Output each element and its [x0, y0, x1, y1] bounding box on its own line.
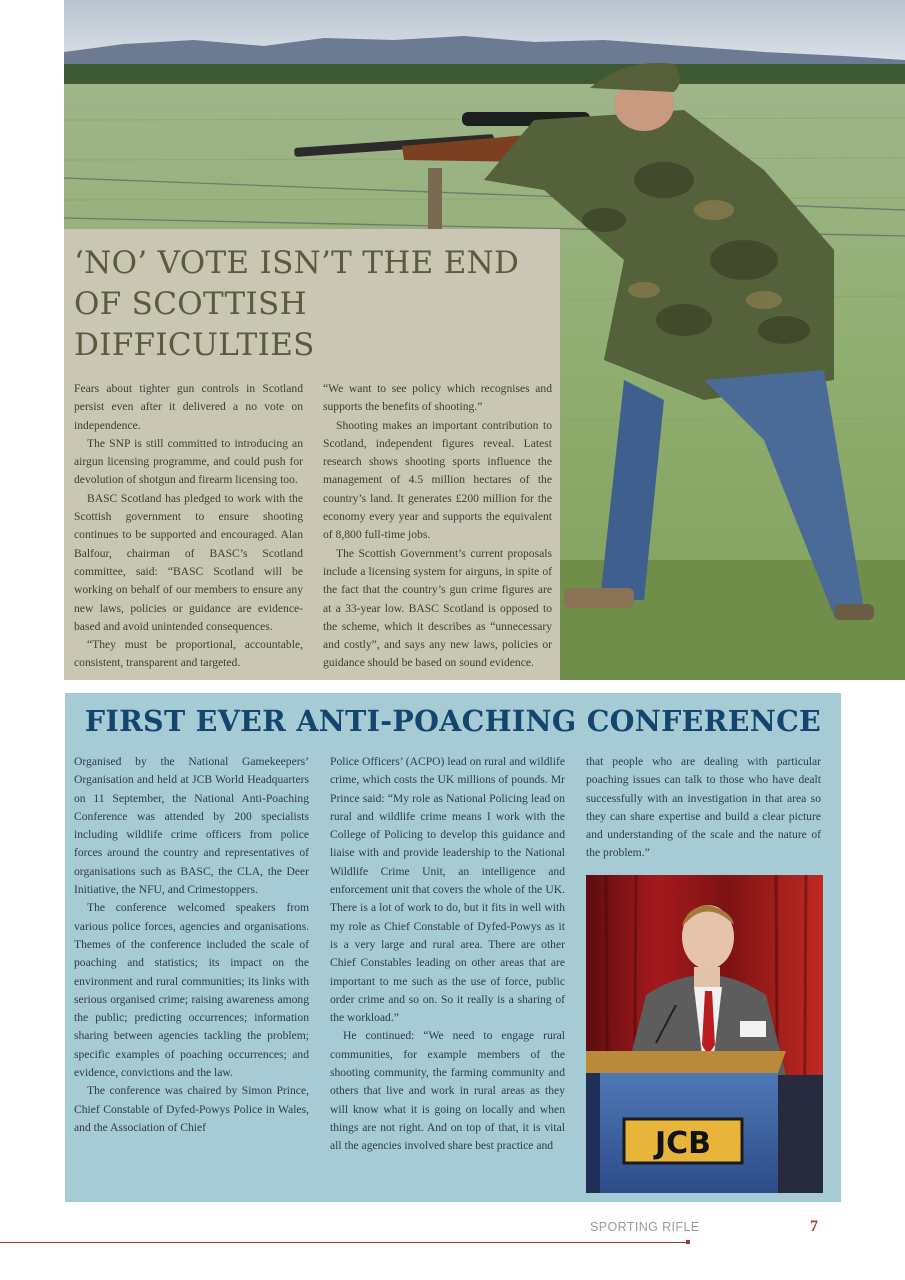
magazine-name: SPORTING RIFLE — [590, 1220, 700, 1234]
paragraph: “They must be proportional, accountable, consistent, transparent and targeted. — [74, 638, 303, 670]
page-number: 7 — [810, 1218, 818, 1235]
paragraph: The SNP is still committed to introducing an airgun licensing programme, and could push for devolution of shotgun and firearm licensing too. — [74, 436, 303, 487]
footer-rule — [0, 1242, 690, 1243]
paragraph: Shooting makes an important contribution to Scotland, independent figures reveal. Latest research shows shooting sports influence the management of 4.5 million hectares of the country’s land. It generates £200 million for the economy every year and supports the equivalent of 8,800 full-time jobs. — [323, 418, 552, 542]
paragraph: Organised by the National Gamekeepers’ Organisation and held at JCB World Headquarters on 11 September, the National Anti-Poaching Conference was attended by 200 specialists including wildlife crime officers from police forces around the country and representatives of organisations such as BASC, the CLA, the Deer Initiative, the NFU, and Crimestoppers. — [74, 755, 309, 897]
paragraph: The conference welcomed speakers from various police forces, agencies and organisations. Themes of the conference included the scale of poaching and statistics; its impact on the environment and rural communities; its links with serious organised crime; raising awareness among the public; predicting occurrences; information sharing between agencies tackling the problem; specific examples of poaching occurrences; and evidence, convictions and the law. — [74, 901, 309, 1080]
article-column-2 — [330, 753, 565, 1193]
article-headline: ‘NO’ VOTE ISN’T THE END OF SCOTTISH DIFFICULTIES — [74, 245, 520, 363]
podium-logo-text: JCB — [654, 1125, 712, 1161]
article-column-1 — [74, 380, 303, 673]
paragraph: that people who are dealing with particular poaching issues can talk to those who have dealt successfully with an investigation in that area so they can share expertise and build a clear picture and understanding of the scale and the nature of the problem.” — [586, 755, 821, 860]
article-column-3 — [586, 753, 821, 1193]
paragraph: Police Officers’ (ACPO) lead on rural and wildlife crime, which costs the UK millions of pounds. Mr Prince said: “My role as National Policing lead on rural and wildlife crime means I work with the College of Policing to develop this guidance and liaise with and provide leadership to the National Wildlife Crime Unit, an intelligence and enforcement unit that covers the whole of the UK. There is a lot of work to do, but it fits in well with my role as Chief Constable of Dyfed-Powys as it is a very large and rural area. There are other Chief Constables leading on other areas that are important to me such as the use of force, public order crime and so on. So it really is a sharing of the workload.” — [330, 755, 565, 1025]
footer-rule-end-dot — [686, 1240, 690, 1244]
article-column-1 — [74, 753, 309, 1193]
paragraph: Fears about tighter gun controls in Scotland persist even after it delivered a no vote on independence. — [74, 382, 303, 432]
article-no-vote — [64, 229, 560, 680]
article-headline: FIRST EVER ANTI-POACHING CONFERENCE — [84, 704, 822, 738]
paragraph: The conference was chaired by Simon Prince, Chief Constable of Dyfed-Powys Police in Wales, and the Association of Chief — [74, 1084, 309, 1134]
article-column-2 — [323, 380, 552, 673]
article-anti-poaching-conference — [65, 693, 841, 1202]
paragraph: “We want to see policy which recognises and supports the benefits of shooting.” — [323, 382, 552, 414]
paragraph: The Scottish Government’s current proposals include a licensing system for airguns, in spite of the fact that the country’s gun crime figures are at a 33-year low. BASC Scotland is opposed to the scheme, which it describes as “unnecessary and costly”, and says any new laws, policies or guidance should be based on sound evidence. — [323, 546, 552, 670]
paragraph: He continued: “We need to engage rural communities, for example members of the shooting community, the farming community and others that live and work in rural areas as they will know what it is going on locally and when things are not right. And on top of that, it is vital all the agencies involved share best practice and — [330, 1029, 565, 1153]
paragraph: BASC Scotland has pledged to work with the Scottish government to ensure shooting continues to be supported and encouraged. Alan Balfour, chairman of BASC’s Scotland committee, said: “BASC Scotland will be working on behalf of our members to ensure any new laws, policies or guidance are evidence-based and avoid unintended consequences. — [74, 491, 303, 633]
speaker-at-podium-photo — [586, 875, 823, 1193]
